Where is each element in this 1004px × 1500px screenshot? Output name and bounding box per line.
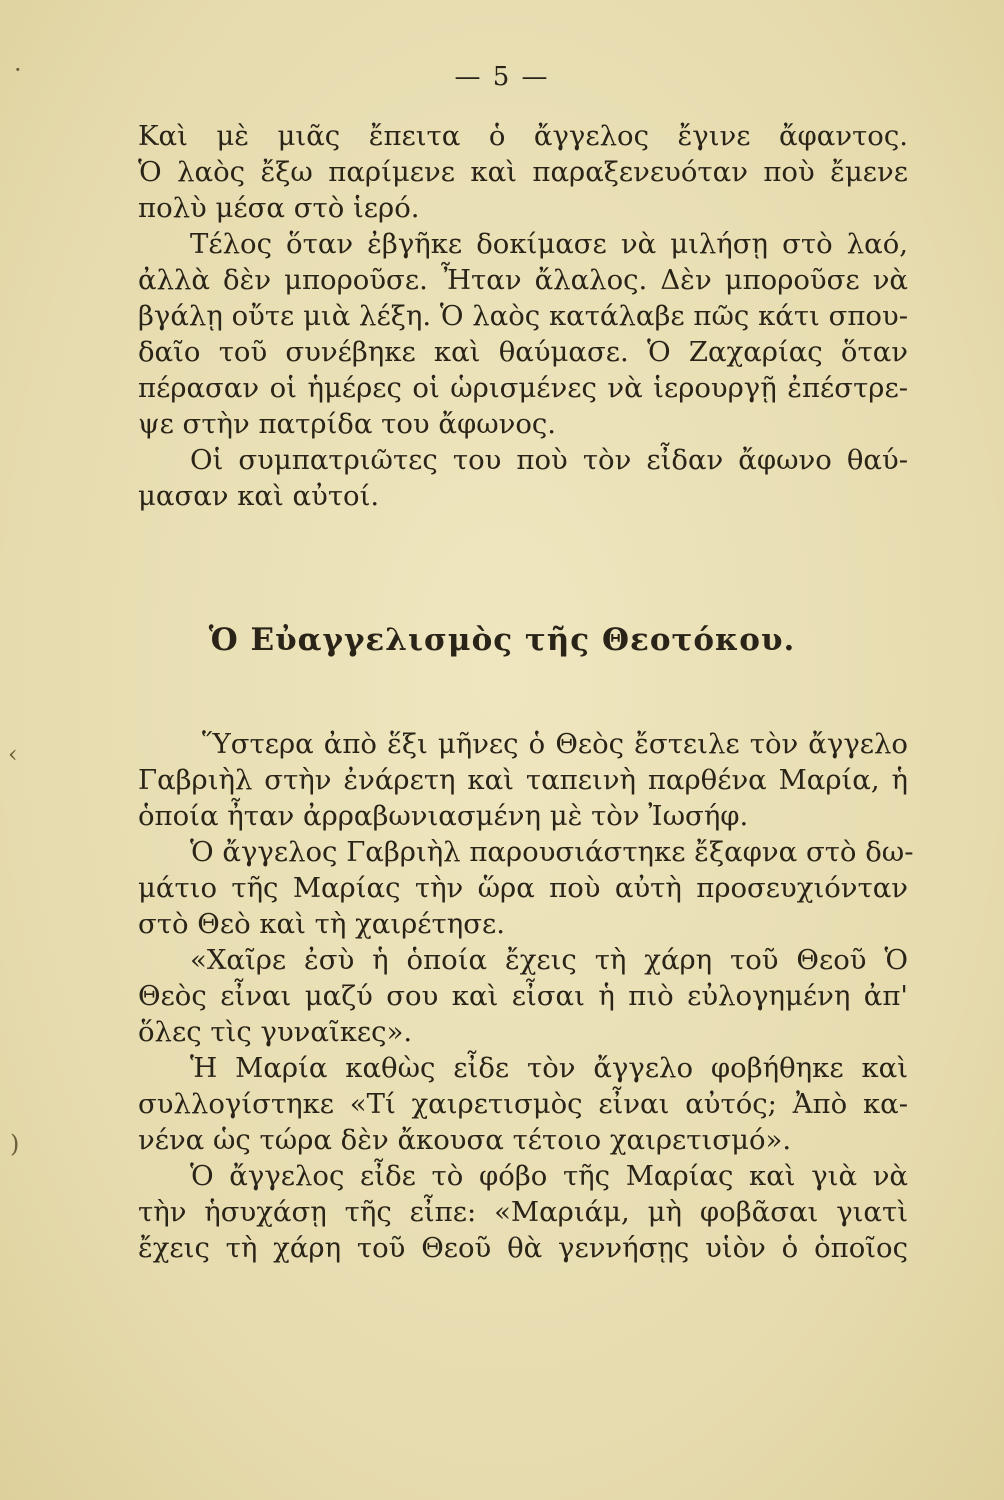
text-line: ὁποία ἦταν ἀρραβωνιασμένη μὲ τὸν Ἰωσήφ.: [138, 800, 749, 832]
text-line: μασαν καὶ αὐτοί.: [138, 480, 380, 512]
margin-bracket-icon: ‹: [8, 740, 18, 768]
text-line: μάτιο τῆς Μαρίας τὴν ὥρα ποὺ αὐτὴ προσευχιόνταν: [138, 872, 908, 904]
text-line: Ὁ ἄγγελος εἶδε τὸ φόβο τῆς Μαρίας καὶ γιὰ νὰ: [190, 1160, 908, 1192]
text-line: τὴν ἡσυχάσῃ τῆς εἶπε: «Μαριάμ, μὴ φοβᾶσαι γιατὶ: [138, 1196, 908, 1228]
text-line: Τέλος ὅταν ἐβγῆκε δοκίμασε νὰ μιλήσῃ στὸ λαό,: [190, 228, 908, 260]
text-line: Γαβριὴλ στὴν ἐνάρετη καὶ ταπεινὴ παρθένα Μαρία, ἡ: [138, 764, 908, 796]
page-number: — 5 —: [454, 62, 550, 92]
text-line: νένα ὡς τώρα δὲν ἄκουσα τέτοιο χαιρετισμό».: [138, 1124, 792, 1156]
paragraph-block-1: [138, 118, 908, 514]
text-line: στὸ Θεὸ καὶ τὴ χαιρέτησε.: [138, 908, 505, 940]
text-line: πέρασαν οἱ ἡμέρες οἱ ὡρισμένες νὰ ἱερουργῇ ἐπέστρε-: [138, 372, 908, 404]
text-line: Ὁ λαὸς ἔξω παρίμενε καὶ παραξενευόταν ποὺ ἔμενε: [138, 156, 908, 188]
text-line: «Χαῖρε ἐσὺ ἡ ὁποία ἔχεις τὴ χάρη τοῦ Θεοῦ Ὁ: [190, 944, 908, 976]
section-heading: Ὁ Εὐαγγελισμὸς τῆς Θεοτόκου.: [208, 622, 796, 658]
text-line: ἀλλὰ δὲν μποροῦσε. Ἦταν ἄλαλος. Δὲν μποροῦσε νὰ: [138, 264, 908, 296]
text-line: βγάλῃ οὔτε μιὰ λέξη. Ὁ λαὸς κατάλαβε πῶς κάτι σπου-: [138, 300, 908, 332]
text-line: ὅλες τὶς γυναῖκες».: [138, 1016, 413, 1048]
text-line: πολὺ μέσα στὸ ἱερό.: [138, 192, 420, 224]
text-line: δαῖο τοῦ συνέβηκε καὶ θαύμασε. Ὁ Ζαχαρίας ὅταν: [138, 336, 908, 368]
text-line: Ὁ ἄγγελος Γαβριὴλ παρουσιάστηκε ἔξαφνα στὸ δω-: [190, 836, 914, 868]
text-line: Ὕστερα ἀπὸ ἕξι μῆνες ὁ Θεὸς ἔστειλε τὸν ἄγγελο: [202, 728, 908, 760]
text-line: ψε στὴν πατρίδα του ἄφωνος.: [138, 408, 557, 440]
text-line: Οἱ συμπατριῶτες του ποὺ τὸν εἶδαν ἄφωνο θαύ-: [190, 444, 908, 476]
text-line: Καὶ μὲ μιᾶς ἔπειτα ὁ ἄγγελος ἔγινε ἄφαντος.: [138, 120, 908, 152]
text-line: Θεὸς εἶναι μαζύ σου καὶ εἶσαι ἡ πιὸ εὐλογημένη ἀπ': [138, 980, 908, 1012]
paragraph-block-2: [138, 726, 914, 1266]
margin-bracket-icon: ): [10, 1130, 20, 1158]
text-line: Ἡ Μαρία καθὼς εἶδε τὸν ἄγγελο φοβήθηκε καὶ: [190, 1052, 908, 1084]
margin-mark-icon: ·: [14, 56, 22, 84]
text-line: συλλογίστηκε «Τί χαιρετισμὸς εἶναι αὐτός; Ἀπὸ κα-: [138, 1088, 908, 1120]
text-line: ἔχεις τὴ χάρη τοῦ Θεοῦ θὰ γεννήσῃς υἱὸν ὁ ὁποῖος: [138, 1232, 908, 1264]
